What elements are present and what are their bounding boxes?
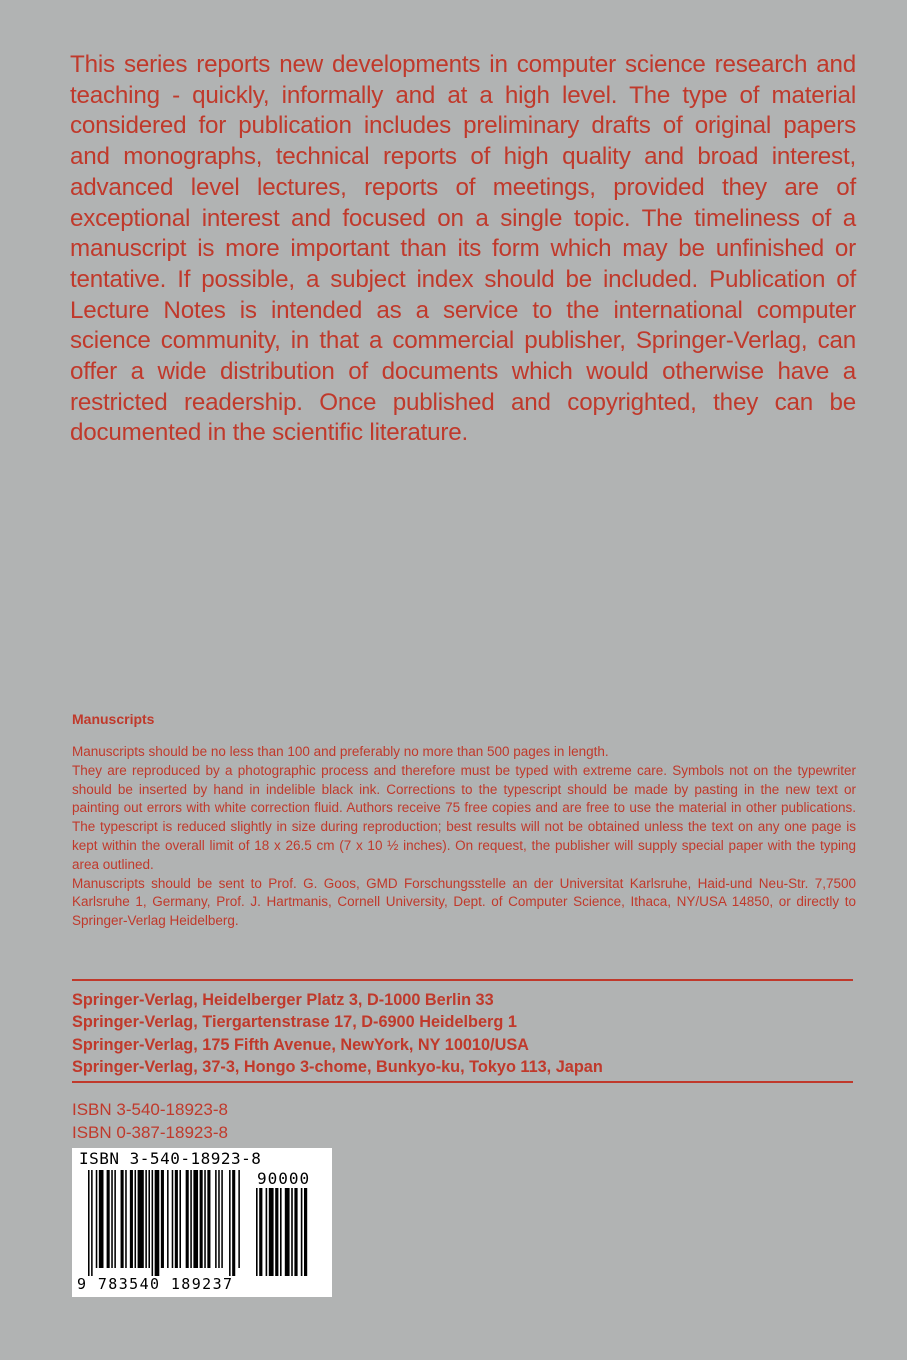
barcode-bar <box>285 1188 290 1276</box>
barcode-bar <box>96 1170 98 1268</box>
barcode-bar <box>193 1170 198 1268</box>
barcode-bar <box>138 1170 144 1268</box>
manuscripts-body <box>72 743 856 931</box>
barcode-bar <box>152 1170 154 1276</box>
barcode-bar <box>175 1170 178 1268</box>
barcode-isbn-text: ISBN 3-540-18923-8 <box>79 1149 262 1168</box>
barcode-bar <box>179 1170 181 1268</box>
barcode-bar <box>145 1170 147 1268</box>
barcode-bar <box>266 1188 268 1276</box>
isbn-block <box>72 1099 228 1144</box>
barcode-bar <box>125 1170 127 1268</box>
addon-barcode-bars <box>256 1188 324 1276</box>
manuscripts-length-paragraph: Manuscripts should be no less than 100 and preferably no more than 500 pages in length. <box>72 744 609 759</box>
barcode-bar <box>121 1170 124 1268</box>
barcode-bar <box>114 1170 116 1268</box>
barcode-bar <box>155 1170 160 1276</box>
divider-bottom <box>72 1081 853 1083</box>
manuscripts-submission-paragraph: Manuscripts should be sent to Prof. G. Goos, GMD Forschungsstelle an der Universitat Karlsruhe, Haid-und Neu-Str. 7,7500 Karlsruhe 1, Germany, Prof. J. Hartmanis, Cornell University, Dept. of Computer Science, Ithaca, NY/USA 14850, or directly to Springer-Verlag Heidelberg. <box>72 875 856 929</box>
barcode-bar <box>304 1188 307 1276</box>
barcode-bar <box>190 1170 192 1268</box>
barcode-bar <box>186 1170 189 1268</box>
barcode-bar <box>269 1188 274 1276</box>
barcode-panel <box>72 1148 332 1297</box>
barcode-bar <box>91 1170 93 1276</box>
series-description: This series reports new developments in computer science research and teaching - quickly, informally and at a high level. The type of material considered for publication includes preliminary drafts of original papers and monographs, technical reports of high quality and broad interest, advanced level lectures, reports of meetings, provided they are of exceptional interest and focused on a single topic. The timeliness of a manuscript is more important than its form which may be unfinished or tentative. If possible, a subject index should be included. Publication of Lecture Notes is intended as a service to the international computer science community, in that a commercial publisher, Springer-Verlag, can offer a wide distribution of documents which would otherwise have a restricted readership. Once published and copyrighted, they can be documented in the scientific literature. <box>70 51 856 447</box>
barcode-bar <box>99 1170 104 1268</box>
barcode-bar <box>148 1170 150 1268</box>
barcode-bar <box>301 1188 303 1276</box>
isbn-line-2: ISBN 0-387-18923-8 <box>72 1122 228 1142</box>
barcode-bar <box>135 1170 137 1268</box>
barcode-ean-digits: 9 783540 189237 <box>77 1275 234 1293</box>
barcode-bar <box>218 1170 220 1268</box>
barcode-bar <box>294 1188 297 1276</box>
divider-top <box>72 979 853 981</box>
manuscripts-typing-paragraph: They are reproduced by a photographic process and therefore must be typed with extreme care. Symbols not on the typewriter should be inserted by hand in indelible black ink. Corrections to the typescript should be made by pasting in the new text or painting out errors with white correction fluid. Authors receive 75 free copies and are free to use the material in other publications. The typescript is reduced slightly in size during reproduction; best results will not be obtained unless the text on any one page is kept within the overall limit of 18 x 26.5 cm (7 x 10 ½ inches). On request, the publisher will supply special paper with the typing area outlined. <box>72 762 856 872</box>
barcode-bar <box>207 1170 210 1268</box>
publisher-addresses <box>72 989 853 1079</box>
barcode-bar <box>259 1188 262 1276</box>
barcode-bar <box>229 1170 231 1276</box>
barcode-bar <box>238 1170 240 1268</box>
address-newyork: Springer-Verlag, 175 Fifth Avenue, NewYork, NY 10010/USA <box>72 1035 529 1054</box>
barcode-bar <box>291 1188 293 1276</box>
barcode-bar <box>215 1170 217 1268</box>
address-tokyo: Springer-Verlag, 37-3, Hongo 3-chome, Bunkyo-ku, Tokyo 113, Japan <box>72 1058 603 1077</box>
barcode-bar <box>161 1170 164 1268</box>
barcode-bar <box>256 1188 258 1276</box>
barcode-bar <box>275 1188 278 1276</box>
barcode-bar <box>88 1170 90 1276</box>
address-berlin: Springer-Verlag, Heidelberger Platz 3, D-1000 Berlin 33 <box>72 991 494 1009</box>
barcode-bar <box>172 1170 174 1268</box>
manuscripts-heading: Manuscripts <box>72 711 155 727</box>
barcode-bar <box>111 1170 113 1268</box>
ean-barcode-bars <box>88 1170 250 1276</box>
isbn-line-1: ISBN 3-540-18923-8 <box>72 1100 228 1119</box>
barcode-bar <box>280 1188 282 1276</box>
address-heidelberg: Springer-Verlag, Tiergartenstrase 17, D-6900 Heidelberg 1 <box>72 1013 517 1032</box>
barcode-bar <box>232 1170 235 1276</box>
barcode-bar <box>130 1170 133 1268</box>
barcode-bar <box>167 1170 169 1268</box>
barcode-bar <box>107 1170 110 1268</box>
barcode-addon-digits: 90000 <box>257 1169 311 1188</box>
barcode-bar <box>200 1170 203 1268</box>
barcode-bar <box>221 1170 223 1268</box>
barcode-bar <box>204 1170 206 1268</box>
